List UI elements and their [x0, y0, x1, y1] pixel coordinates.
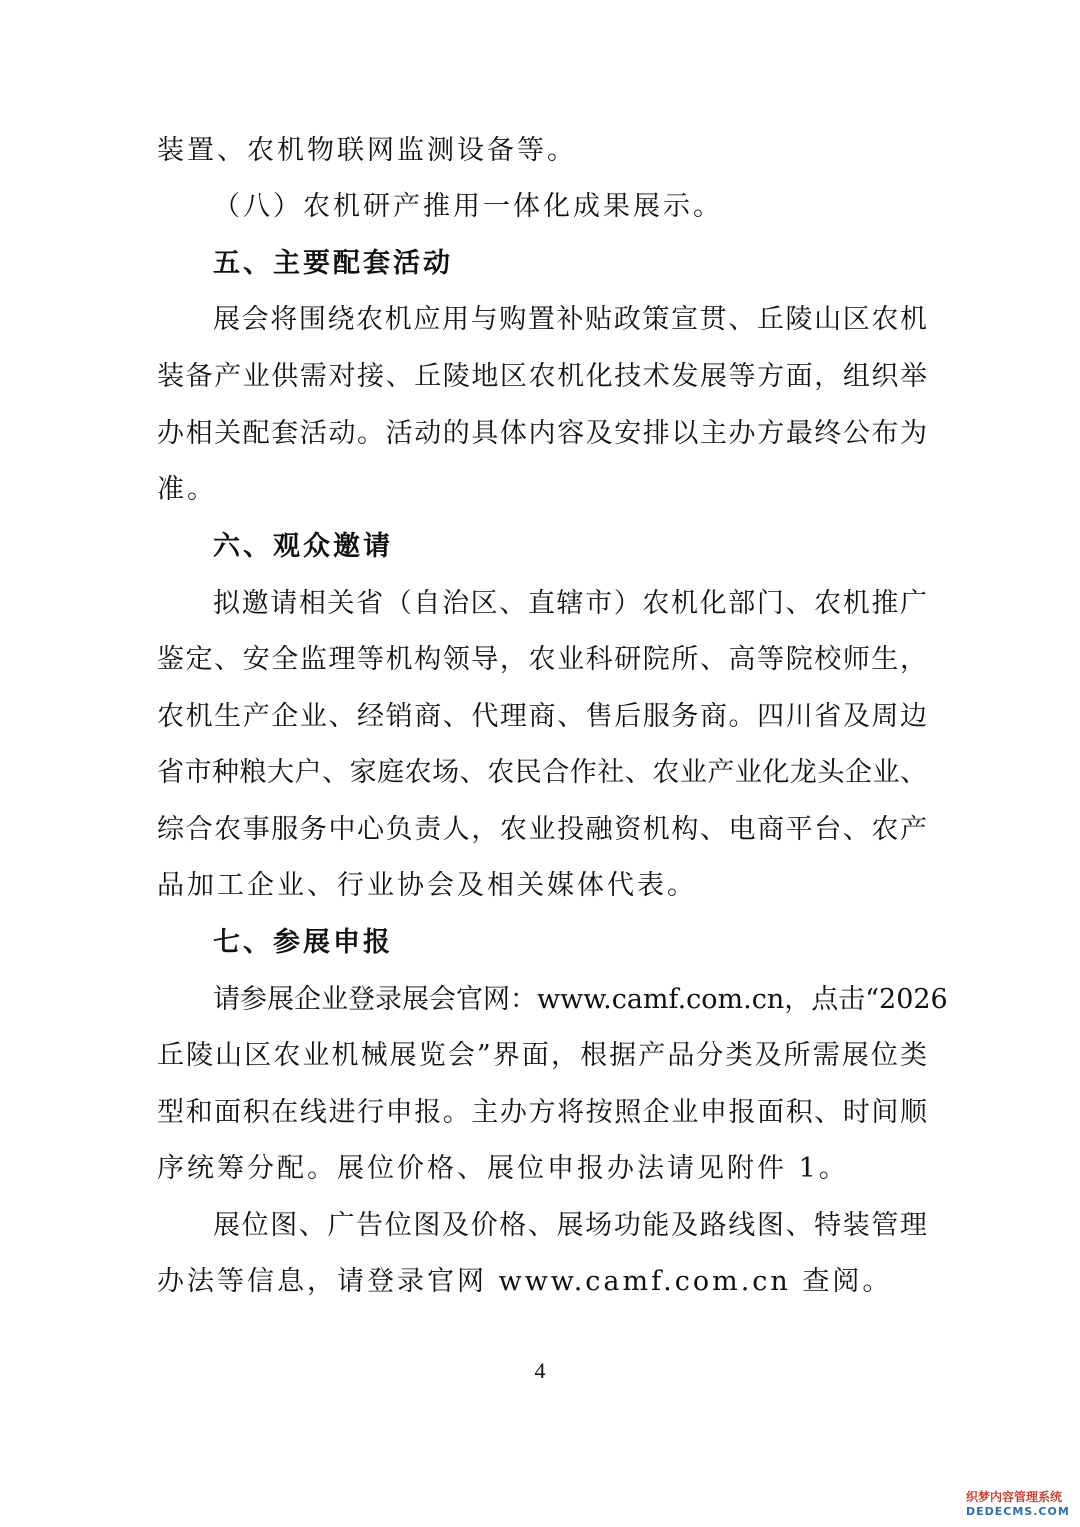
- paragraph-line: 省市种粮大户、家庭农场、农民合作社、农业产业化龙头企业、: [157, 757, 927, 788]
- paragraph-line: 鉴定、安全监理等机构领导，农业科研院所、高等院校师生，: [157, 644, 927, 675]
- paragraph-line: 装置、农机物联网监测设备等。: [157, 135, 577, 166]
- paragraph-line: 办相关配套活动。活动的具体内容及安排以主办方最终公布为: [157, 418, 927, 449]
- paragraph-line: 办法等信息，请登录官网 www.camf.com.cn 查阅。: [157, 1266, 893, 1297]
- section-heading-7: 七、参展申报: [213, 927, 393, 958]
- paragraph-line: 品加工企业、行业协会及相关媒体代表。: [157, 870, 697, 901]
- list-item: （八）农机研产推用一体化成果展示。: [213, 191, 723, 222]
- paragraph-line: 展会将围绕农机应用与购置补贴政策宣贯、丘陵山区农机: [213, 304, 927, 335]
- paragraph-line: 展位图、广告位图及价格、展场功能及路线图、特装管理: [213, 1210, 927, 1241]
- paragraph-line: 综合农事服务中心负责人，农业投融资机构、电商平台、农产: [157, 814, 927, 845]
- paragraph-line: 装备产业供需对接、丘陵地区农机化技术发展等方面，组织举: [157, 361, 927, 392]
- watermark: [966, 1490, 1076, 1524]
- page-number: 4: [534, 1358, 546, 1383]
- section-heading-6: 六、观众邀请: [213, 531, 393, 562]
- watermark-cn: 织梦内容管理系统: [966, 1490, 1063, 1504]
- paragraph-line: 准。: [157, 474, 217, 505]
- paragraph-line: 农机生产企业、经销商、代理商、售后服务商。四川省及周边: [157, 701, 927, 732]
- paragraph-line: 拟邀请相关省（自治区、直辖市）农机化部门、农机推广: [213, 588, 927, 619]
- section-heading-5: 五、主要配套活动: [213, 248, 453, 279]
- paragraph-line: 请参展企业登录展会官网：www.camf.com.cn，点击“2026: [213, 984, 948, 1015]
- paragraph-line: 型和面积在线进行申报。主办方将按照企业申报面积、时间顺: [157, 1097, 927, 1128]
- watermark-en: DEDECMS.COM: [966, 1505, 1070, 1518]
- paragraph-line: 丘陵山区农业机械展览会”界面，根据产品分类及所需展位类: [157, 1040, 927, 1071]
- paragraph-line: 序统筹分配。展位价格、展位申报办法请见附件 1。: [157, 1153, 849, 1184]
